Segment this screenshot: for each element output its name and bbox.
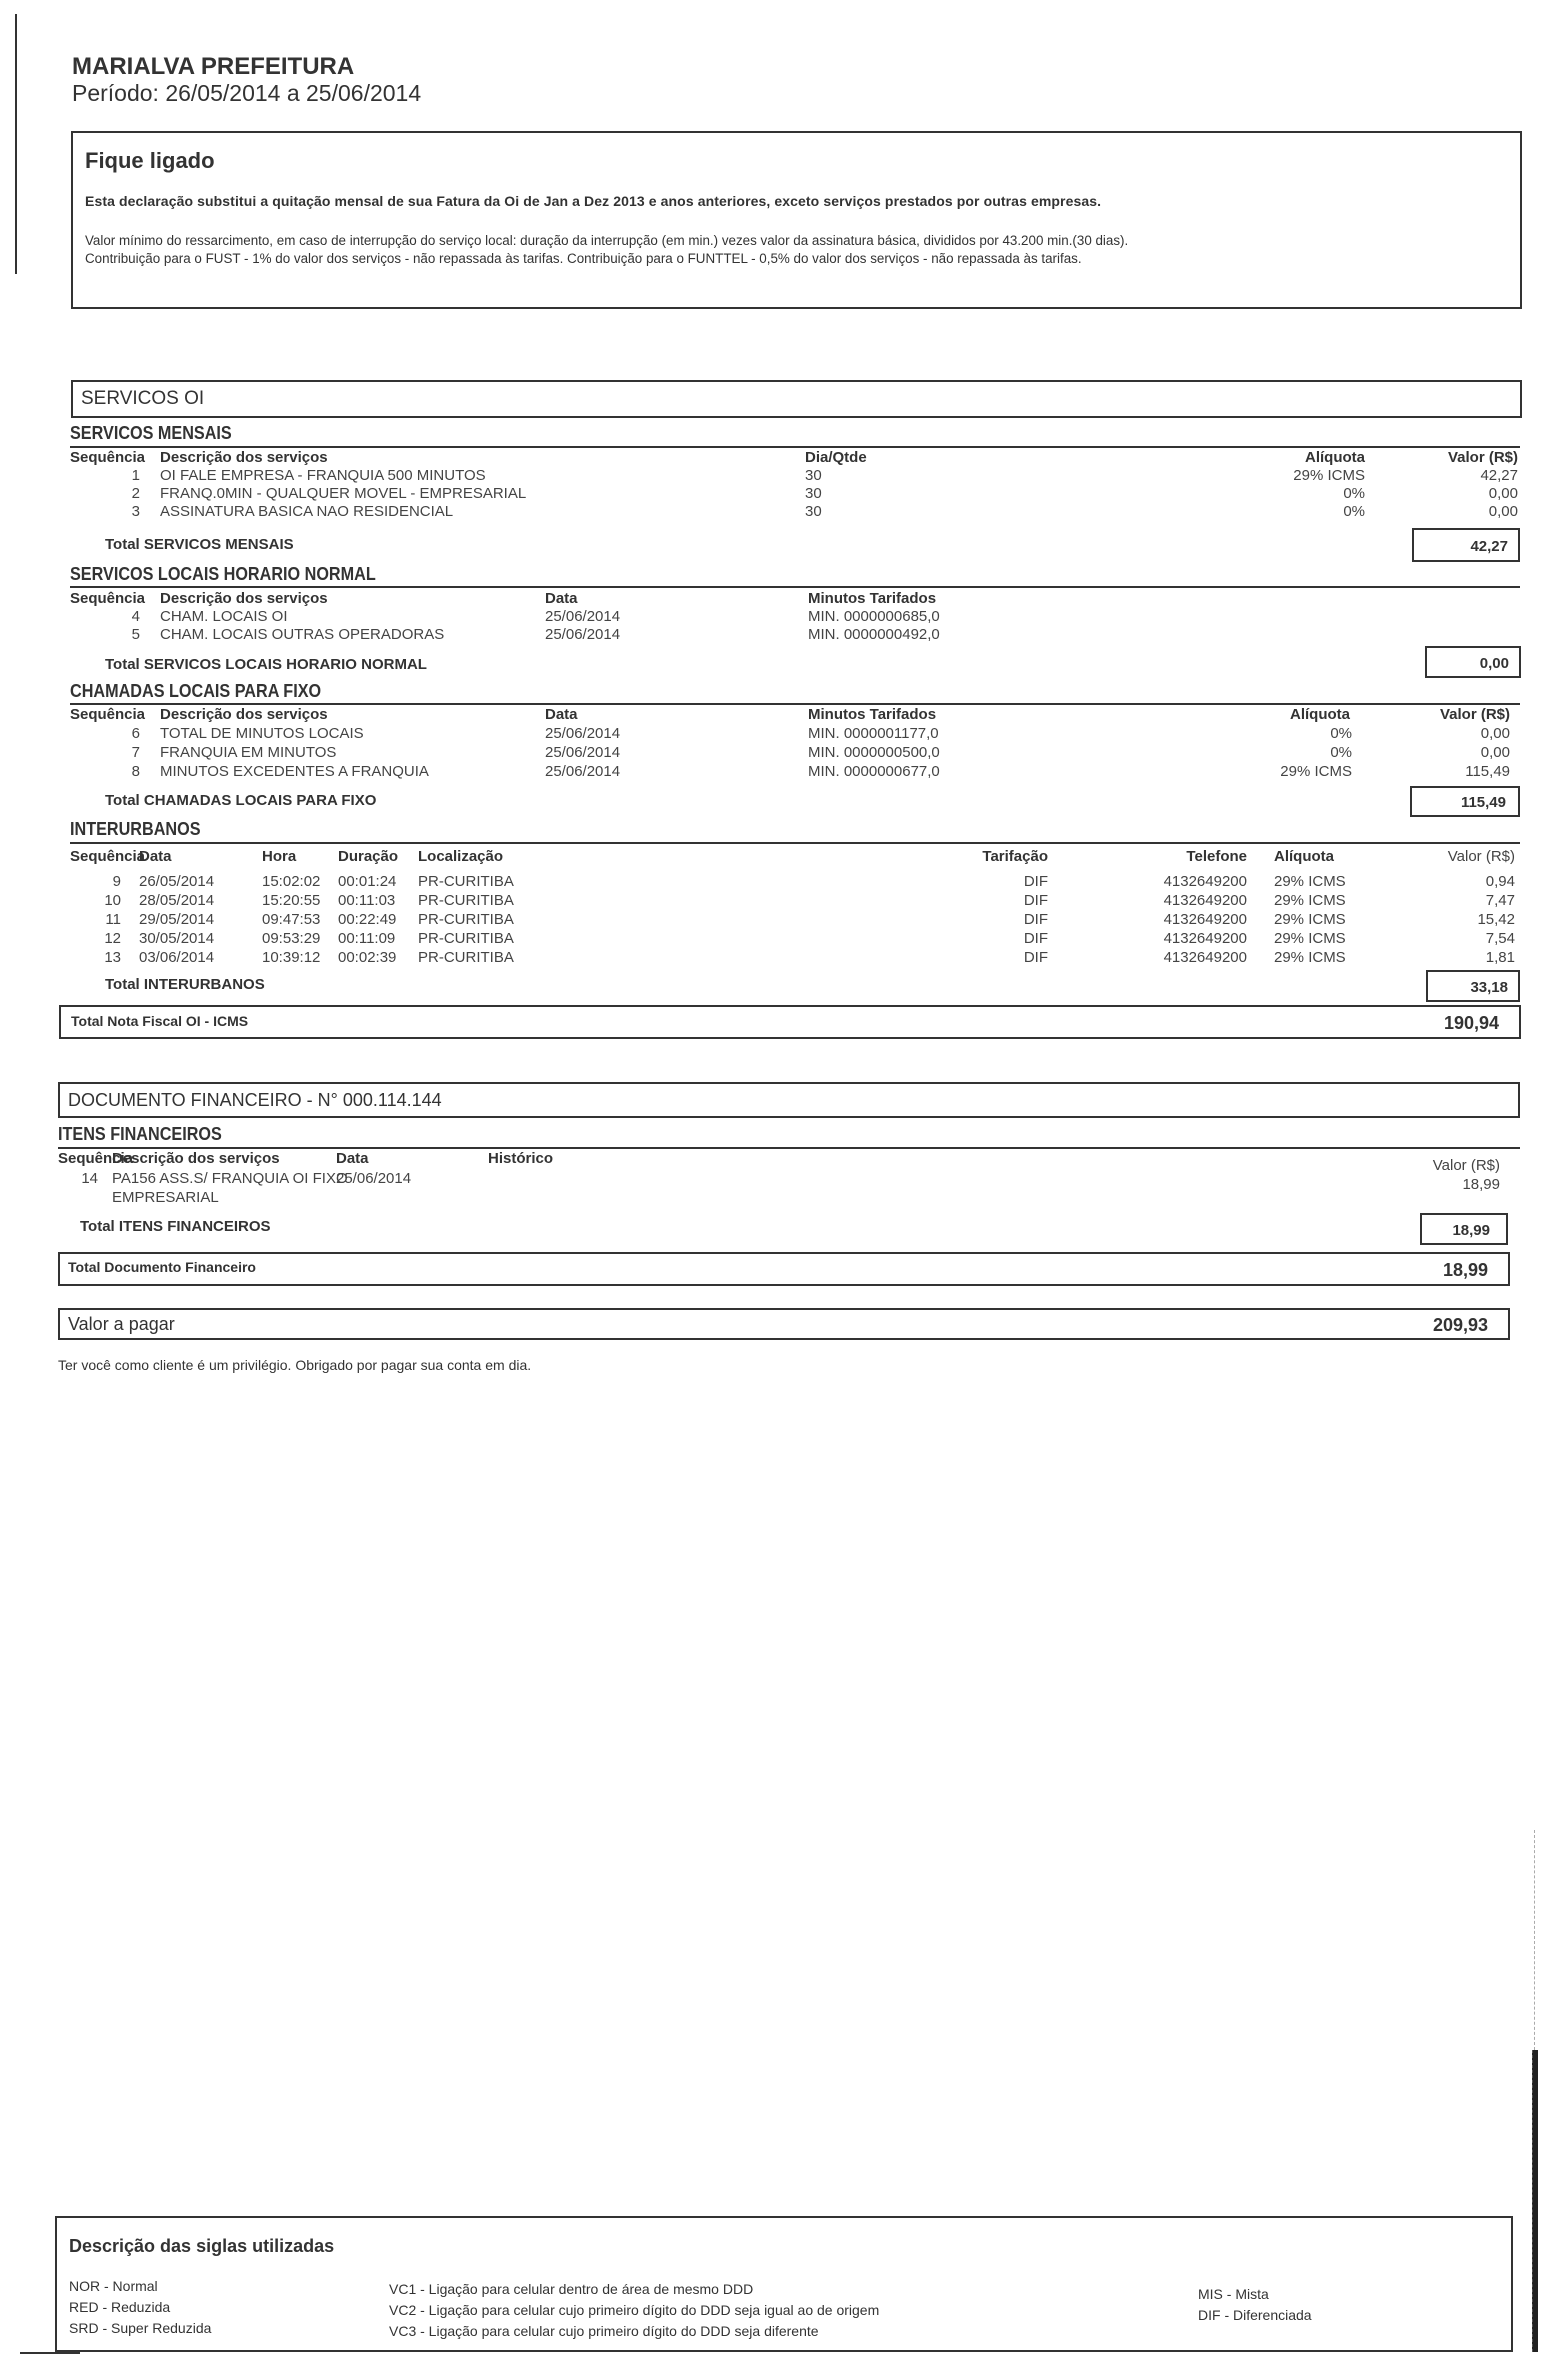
notice-title: Fique ligado xyxy=(85,148,215,173)
total-box-locais-normal xyxy=(1425,646,1521,678)
col-valor: Valor (R$) xyxy=(1432,1157,1500,1174)
row-duracao: 00:11:09 xyxy=(338,930,396,947)
row-desc: FRANQUIA EM MINUTOS xyxy=(160,744,337,761)
row-data: 03/06/2014 xyxy=(139,949,215,966)
nota-fiscal-total-box xyxy=(59,1005,1521,1039)
divider xyxy=(70,586,1520,588)
total-box-locais-fixo xyxy=(1410,786,1520,817)
row-seq: 5 xyxy=(131,626,140,643)
sigla-nor: NOR - Normal xyxy=(69,2278,158,2294)
row-valor: 1,81 xyxy=(1485,949,1515,966)
divider xyxy=(58,1147,1520,1149)
col-sequencia: Sequência xyxy=(70,590,146,607)
row-aliquota: 0% xyxy=(1343,503,1365,520)
row-seq: 1 xyxy=(131,467,140,484)
nota-fiscal-label: Total Nota Fiscal OI - ICMS xyxy=(71,1013,249,1029)
col-duracao: Duração xyxy=(338,848,399,865)
documento-financeiro-total-box xyxy=(58,1252,1510,1286)
row-valor: 0,00 xyxy=(1480,725,1510,742)
total-label-servicos-mensais: Total SERVICOS MENSAIS xyxy=(105,536,294,553)
sigla-srd: SRD - Super Reduzida xyxy=(69,2320,212,2336)
row-tarifacao: DIF xyxy=(1023,873,1048,890)
row-aliquota: 29% ICMS xyxy=(1293,467,1365,484)
col-data: Data xyxy=(336,1150,369,1167)
col-sequencia: Sequência xyxy=(70,848,146,865)
col-descricao: Descrição dos serviços xyxy=(160,590,328,607)
row-valor: 115,49 xyxy=(1465,763,1510,780)
row-tarifacao: DIF xyxy=(1023,892,1048,909)
row-qtd: 30 xyxy=(805,503,822,520)
col-descricao: Descrição dos serviços xyxy=(112,1150,280,1167)
divider xyxy=(70,842,1520,844)
notice-box xyxy=(71,131,1522,309)
documento-financeiro-total-label: Total Documento Financeiro xyxy=(68,1259,256,1275)
row-duracao: 00:02:39 xyxy=(338,949,397,966)
row-hora: 15:02:02 xyxy=(262,873,321,890)
row-data: 25/06/2014 xyxy=(336,1170,412,1187)
row-data: 25/06/2014 xyxy=(545,626,621,643)
row-hora: 09:47:53 xyxy=(262,911,321,928)
divider xyxy=(70,703,1520,705)
sigla-dif: DIF - Diferenciada xyxy=(1198,2307,1312,2323)
total-value: 18,99 xyxy=(1452,1222,1490,1239)
row-aliquota: 0% xyxy=(1330,744,1352,761)
row-duracao: 00:22:49 xyxy=(338,911,397,928)
heading-interurbanos: INTERURBANOS xyxy=(70,819,201,839)
row-seq: 9 xyxy=(112,873,121,890)
row-aliquota: 0% xyxy=(1330,725,1352,742)
total-value: 115,49 xyxy=(1460,794,1506,811)
row-local: PR-CURITIBA xyxy=(418,873,514,890)
row-aliquota: 29% ICMS xyxy=(1274,911,1346,928)
scan-edge-right xyxy=(1532,2050,1538,2352)
row-valor: 15,42 xyxy=(1477,911,1515,928)
row-desc: PA156 ASS.S/ FRANQUIA OI FIXO xyxy=(112,1170,348,1187)
row-valor: 0,00 xyxy=(1488,485,1518,502)
row-seq: 8 xyxy=(131,763,140,780)
row-telefone: 4132649200 xyxy=(1163,892,1247,909)
row-minutos: MIN. 0000001177,0 xyxy=(808,725,939,742)
row-valor: 0,00 xyxy=(1488,503,1518,520)
row-duracao: 00:11:03 xyxy=(338,892,396,909)
row-seq: 6 xyxy=(131,725,140,742)
total-value: 33,18 xyxy=(1470,979,1508,996)
col-minutos: Minutos Tarifados xyxy=(808,706,937,723)
siglas-title: Descrição das siglas utilizadas xyxy=(69,2236,335,2256)
row-seq: 14 xyxy=(81,1170,98,1187)
col-valor: Valor (R$) xyxy=(1447,848,1515,865)
row-data: 25/06/2014 xyxy=(545,608,621,625)
row-seq: 10 xyxy=(104,892,121,909)
row-data: 28/05/2014 xyxy=(139,892,215,909)
section-box-servicos-oi xyxy=(71,380,1522,418)
col-data: Data xyxy=(545,706,578,723)
row-local: PR-CURITIBA xyxy=(418,892,514,909)
col-tarifacao: Tarifação xyxy=(982,848,1048,865)
row-telefone: 4132649200 xyxy=(1163,911,1247,928)
row-data: 25/06/2014 xyxy=(545,725,621,742)
heading-servicos-mensais: SERVICOS MENSAIS xyxy=(70,423,232,443)
valor-a-pagar-label: Valor a pagar xyxy=(68,1314,175,1334)
section-box-documento-financeiro xyxy=(58,1082,1520,1118)
nota-fiscal-value: 190,94 xyxy=(1443,1013,1499,1033)
col-localizacao: Localização xyxy=(418,848,504,865)
row-desc: OI FALE EMPRESA - FRANQUIA 500 MINUTOS xyxy=(160,467,486,484)
row-desc: MINUTOS EXCEDENTES A FRANQUIA xyxy=(160,763,429,780)
row-minutos: MIN. 0000000677,0 xyxy=(808,763,940,780)
row-seq: 12 xyxy=(104,930,121,947)
col-data: Data xyxy=(545,590,578,607)
total-value: 0,00 xyxy=(1479,655,1509,672)
row-aliquota: 29% ICMS xyxy=(1274,873,1346,890)
row-data: 30/05/2014 xyxy=(139,930,215,947)
col-sequencia: Sequência xyxy=(70,449,146,466)
billing-period: Período: 26/05/2014 a 25/06/2014 xyxy=(72,80,422,106)
row-desc: CHAM. LOCAIS OUTRAS OPERADORAS xyxy=(160,626,445,643)
col-hora: Hora xyxy=(262,848,297,865)
row-hora: 10:39:12 xyxy=(262,949,321,966)
notice-declaration: Esta declaração substitui a quitação mensal de sua Fatura da Oi de Jan a Dez 2013 e anos anteriores, exceto serviços prestados por outras empresas. xyxy=(85,193,1102,209)
customer-name: MARIALVA PREFEITURA xyxy=(72,53,355,80)
divider xyxy=(70,446,1520,448)
row-valor: 0,00 xyxy=(1480,744,1510,761)
row-telefone: 4132649200 xyxy=(1163,873,1247,890)
col-aliquota: Alíquota xyxy=(1305,449,1365,466)
row-valor: 18,99 xyxy=(1462,1176,1500,1193)
row-aliquota: 29% ICMS xyxy=(1274,949,1346,966)
sigla-vc3: VC3 - Ligação para celular cujo primeiro dígito do DDD seja diferente xyxy=(389,2323,819,2339)
scan-edge-right-faint xyxy=(1534,1830,1535,2050)
row-minutos: MIN. 0000000685,0 xyxy=(808,608,940,625)
row-telefone: 4132649200 xyxy=(1163,949,1247,966)
row-tarifacao: DIF xyxy=(1023,949,1048,966)
col-data: Data xyxy=(139,848,172,865)
col-historico: Histórico xyxy=(488,1150,554,1167)
row-valor: 7,47 xyxy=(1485,892,1515,909)
row-aliquota: 29% ICMS xyxy=(1274,930,1346,947)
notice-line-2: Contribuição para o FUST - 1% do valor dos serviços - não repassada às tarifas. Contribuição para o FUNTTEL - 0,5% do valor dos serviços - não repassada às tarifas. xyxy=(85,251,1082,266)
heading-locais-normal: SERVICOS LOCAIS HORARIO NORMAL xyxy=(70,564,376,584)
row-aliquota: 0% xyxy=(1343,485,1365,502)
row-data: 29/05/2014 xyxy=(139,911,215,928)
sigla-vc1: VC1 - Ligação para celular dentro de área de mesmo DDD xyxy=(389,2281,754,2297)
row-data: 25/06/2014 xyxy=(545,744,621,761)
documento-financeiro-total-value: 18,99 xyxy=(1442,1260,1488,1280)
row-hora: 09:53:29 xyxy=(262,930,321,947)
section-title-servicos-oi: SERVICOS OI xyxy=(81,388,205,409)
row-tarifacao: DIF xyxy=(1023,911,1048,928)
siglas-box xyxy=(55,2216,1513,2352)
col-descricao: Descrição dos serviços xyxy=(160,449,328,466)
row-aliquota: 29% ICMS xyxy=(1274,892,1346,909)
sigla-red: RED - Reduzida xyxy=(69,2299,171,2315)
row-seq: 13 xyxy=(104,949,121,966)
col-aliquota: Alíquota xyxy=(1274,848,1334,865)
row-qtd: 30 xyxy=(805,467,822,484)
total-box-interurbanos xyxy=(1426,970,1520,1002)
row-data: 25/06/2014 xyxy=(545,763,621,780)
row-aliquota: 29% ICMS xyxy=(1280,763,1352,780)
col-sequencia: Sequência xyxy=(70,706,146,723)
row-minutos: MIN. 0000000500,0 xyxy=(808,744,940,761)
row-duracao: 00:01:24 xyxy=(338,873,397,890)
heading-locais-fixo: CHAMADAS LOCAIS PARA FIXO xyxy=(70,681,322,701)
col-dia-qtde: Dia/Qtde xyxy=(805,449,867,466)
valor-a-pagar-box xyxy=(58,1308,1510,1340)
row-valor: 0,94 xyxy=(1485,873,1515,890)
sigla-vc2: VC2 - Ligação para celular cujo primeiro dígito do DDD seja igual ao de origem xyxy=(389,2302,880,2318)
notice-line-1: Valor mínimo do ressarcimento, em caso de interrupção do serviço local: duração da interrupção (em min.) vezes valor da assinatura básica, divididos por 43.200 min.(30 dias). xyxy=(85,233,1129,248)
row-valor: 42,27 xyxy=(1480,467,1518,484)
valor-a-pagar-value: 209,93 xyxy=(1432,1315,1488,1335)
total-box-servicos-mensais xyxy=(1412,528,1520,562)
row-seq: 3 xyxy=(131,503,140,520)
row-seq: 2 xyxy=(131,485,140,502)
total-label-locais-fixo: Total CHAMADAS LOCAIS PARA FIXO xyxy=(105,792,377,809)
row-telefone: 4132649200 xyxy=(1163,930,1247,947)
row-data: 26/05/2014 xyxy=(139,873,215,890)
row-local: PR-CURITIBA xyxy=(418,949,514,966)
col-aliquota: Alíquota xyxy=(1290,706,1350,723)
row-desc: CHAM. LOCAIS OI xyxy=(160,608,288,625)
total-label-interurbanos: Total INTERURBANOS xyxy=(105,976,265,993)
col-descricao: Descrição dos serviços xyxy=(160,706,328,723)
total-box-itens-financeiros xyxy=(1420,1213,1508,1245)
col-sequencia: Sequência xyxy=(58,1150,134,1167)
heading-itens-financeiros: ITENS FINANCEIROS xyxy=(58,1124,222,1144)
thank-you-message: Ter você como cliente é um privilégio. Obrigado por pagar sua conta em dia. xyxy=(58,1357,532,1373)
row-local: PR-CURITIBA xyxy=(418,930,514,947)
row-seq: 7 xyxy=(131,744,140,761)
scan-edge-bottom xyxy=(20,2352,80,2354)
row-desc-cont: EMPRESARIAL xyxy=(112,1189,219,1206)
row-desc: ASSINATURA BASICA NAO RESIDENCIAL xyxy=(160,503,454,520)
total-label-itens-financeiros: Total ITENS FINANCEIROS xyxy=(80,1218,271,1235)
col-valor: Valor (R$) xyxy=(1447,449,1518,466)
col-telefone: Telefone xyxy=(1186,848,1247,865)
row-seq: 4 xyxy=(131,608,140,625)
col-minutos: Minutos Tarifados xyxy=(808,590,937,607)
row-valor: 7,54 xyxy=(1485,930,1515,947)
col-valor: Valor (R$) xyxy=(1439,706,1510,723)
row-desc: TOTAL DE MINUTOS LOCAIS xyxy=(160,725,364,742)
total-value: 42,27 xyxy=(1470,538,1508,555)
row-hora: 15:20:55 xyxy=(262,892,321,909)
row-minutos: MIN. 0000000492,0 xyxy=(808,626,940,643)
sigla-mis: MIS - Mista xyxy=(1198,2286,1269,2302)
documento-financeiro-title: DOCUMENTO FINANCEIRO - N° 000.114.144 xyxy=(68,1090,442,1110)
row-qtd: 30 xyxy=(805,485,822,502)
row-local: PR-CURITIBA xyxy=(418,911,514,928)
row-tarifacao: DIF xyxy=(1023,930,1048,947)
scan-edge-left xyxy=(15,14,17,274)
row-desc: FRANQ.0MIN - QUALQUER MOVEL - EMPRESARIAL xyxy=(160,485,527,502)
total-label-locais-normal: Total SERVICOS LOCAIS HORARIO NORMAL xyxy=(105,656,427,673)
row-seq: 11 xyxy=(105,911,121,928)
